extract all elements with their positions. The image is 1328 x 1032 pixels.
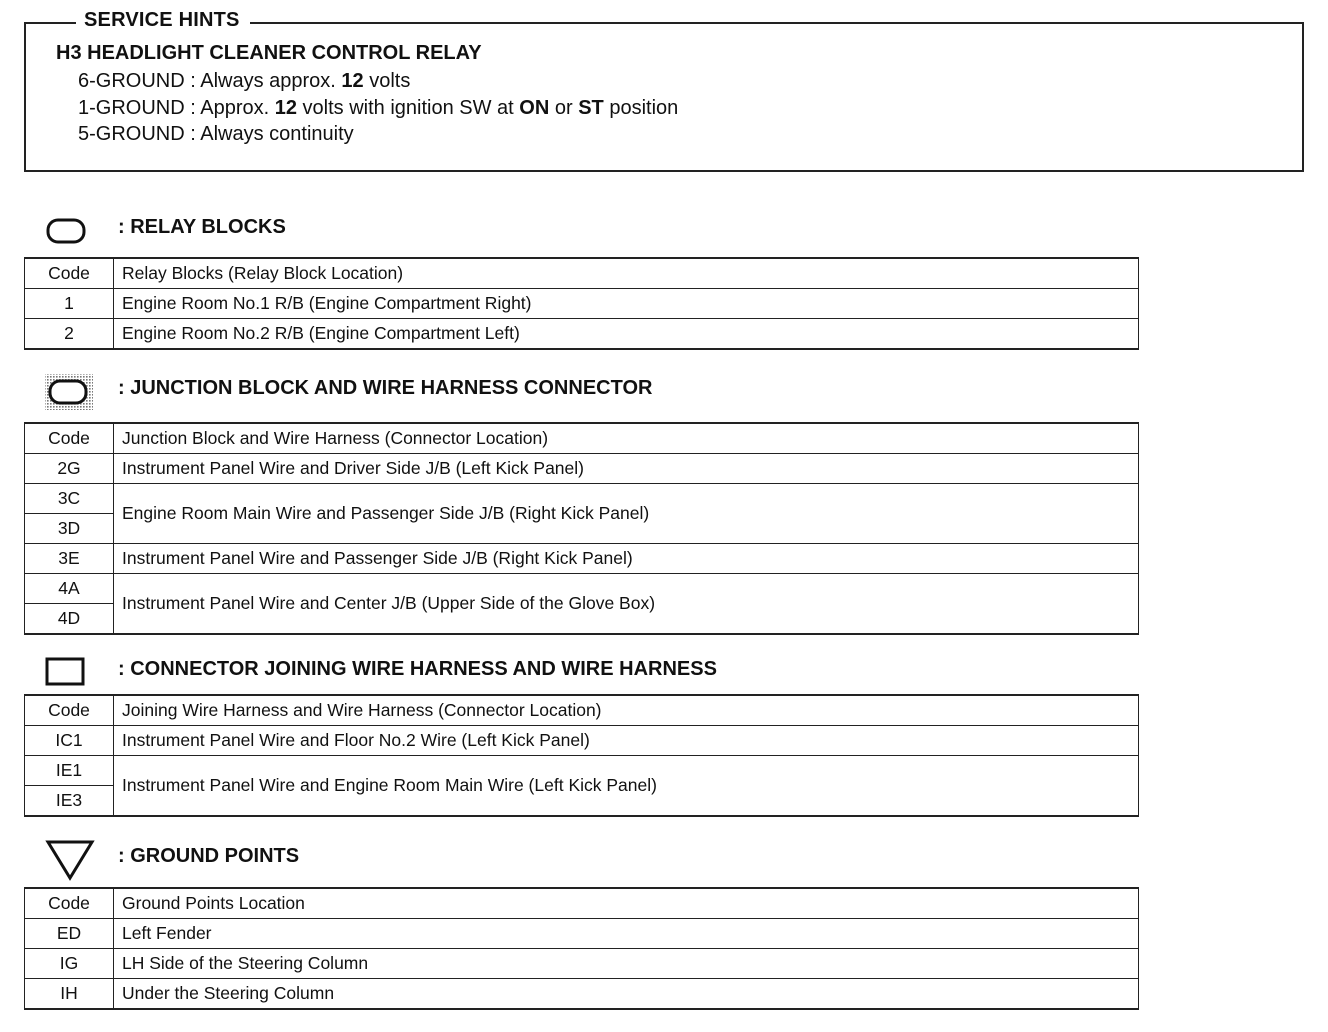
table-row <box>25 484 1139 514</box>
code-cell: IC1 <box>25 726 114 756</box>
connectors-table <box>24 694 1139 817</box>
service-hint-line: 5-GROUND : Always continuity <box>78 123 354 145</box>
service-hints-title: H3 HEADLIGHT CLEANER CONTROL RELAY <box>56 42 482 64</box>
connectors-heading: : CONNECTOR JOINING WIRE HARNESS AND WIRE HARNESS <box>118 658 717 680</box>
code-cell: 2G <box>25 454 114 484</box>
table-row <box>25 949 1139 979</box>
code-header: Code <box>25 423 114 454</box>
description-cell: Instrument Panel Wire and Floor No.2 Wire (Left Kick Panel) <box>114 726 1139 756</box>
code-cell: IH <box>25 979 114 1010</box>
table-header-row <box>25 258 1139 289</box>
description-cell: Instrument Panel Wire and Driver Side J/B (Left Kick Panel) <box>114 454 1139 484</box>
code-header: Code <box>25 888 114 919</box>
service-hint-line: 6-GROUND : Always approx. 12 volts <box>78 70 411 92</box>
description-cell: Engine Room Main Wire and Passenger Side J/B (Right Kick Panel) <box>114 484 1139 544</box>
service-hints-legend: SERVICE HINTS <box>76 9 250 32</box>
table-header-row <box>25 695 1139 726</box>
rounded-rectangle-icon <box>44 216 88 246</box>
table-header-row <box>25 423 1139 454</box>
code-cell: 1 <box>25 289 114 319</box>
table-row <box>25 454 1139 484</box>
code-header: Code <box>25 258 114 289</box>
table-row <box>25 319 1139 350</box>
description-cell: Instrument Panel Wire and Center J/B (Upper Side of the Glove Box) <box>114 574 1139 635</box>
code-cell: 2 <box>25 319 114 350</box>
description-header: Ground Points Location <box>114 888 1139 919</box>
code-cell: 3C <box>25 484 114 514</box>
code-cell: IE1 <box>25 756 114 786</box>
description-cell: Left Fender <box>114 919 1139 949</box>
description-cell: Engine Room No.1 R/B (Engine Compartment Right) <box>114 289 1139 319</box>
description-cell: LH Side of the Steering Column <box>114 949 1139 979</box>
table-row <box>25 544 1139 574</box>
code-cell: ED <box>25 919 114 949</box>
description-cell: Under the Steering Column <box>114 979 1139 1010</box>
description-header: Relay Blocks (Relay Block Location) <box>114 258 1139 289</box>
table-row <box>25 979 1139 1010</box>
shaded-rounded-rectangle-icon <box>44 373 94 411</box>
table-header-row <box>25 888 1139 919</box>
ground-points-table <box>24 887 1139 1010</box>
code-cell: IG <box>25 949 114 979</box>
description-header: Junction Block and Wire Harness (Connector Location) <box>114 423 1139 454</box>
junction-blocks-table <box>24 422 1139 635</box>
code-cell: 4D <box>25 604 114 635</box>
code-cell: IE3 <box>25 786 114 817</box>
table-row <box>25 756 1139 786</box>
junction-blocks-heading: : JUNCTION BLOCK AND WIRE HARNESS CONNECTOR <box>118 377 653 399</box>
relay-blocks-heading: : RELAY BLOCKS <box>118 216 286 238</box>
code-cell: 3E <box>25 544 114 574</box>
table-row <box>25 726 1139 756</box>
description-cell: Instrument Panel Wire and Passenger Side J/B (Right Kick Panel) <box>114 544 1139 574</box>
service-hint-line: 1-GROUND : Approx. 12 volts with ignition SW at ON or ST position <box>78 97 679 119</box>
table-row <box>25 574 1139 604</box>
table-row <box>25 289 1139 319</box>
code-cell: 4A <box>25 574 114 604</box>
relay-blocks-table <box>24 257 1139 350</box>
downward-triangle-icon <box>44 838 96 882</box>
code-header: Code <box>25 695 114 726</box>
table-row <box>25 919 1139 949</box>
rectangle-icon <box>44 656 88 688</box>
code-cell: 3D <box>25 514 114 544</box>
description-header: Joining Wire Harness and Wire Harness (Connector Location) <box>114 695 1139 726</box>
ground-points-heading: : GROUND POINTS <box>118 845 300 867</box>
description-cell: Engine Room No.2 R/B (Engine Compartment Left) <box>114 319 1139 350</box>
description-cell: Instrument Panel Wire and Engine Room Main Wire (Left Kick Panel) <box>114 756 1139 817</box>
